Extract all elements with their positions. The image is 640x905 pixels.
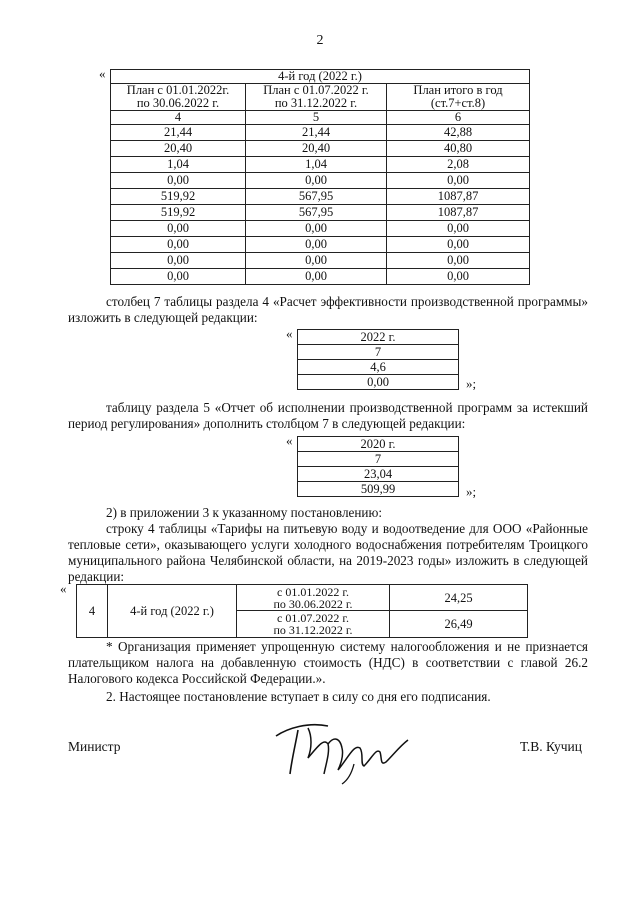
table-cell-value: 24,25: [390, 585, 528, 611]
table-cell: 0,00: [111, 237, 246, 253]
table-cell: 20,40: [246, 141, 387, 157]
table-cell: 0,00: [246, 269, 387, 285]
table-report-2020: [297, 436, 459, 497]
table-cell: 1087,87: [387, 205, 530, 221]
table-cell: 567,95: [246, 189, 387, 205]
table-cell: 567,95: [246, 205, 387, 221]
table-cell: 0,00: [387, 237, 530, 253]
open-quote: «: [286, 433, 293, 448]
table-cell: 1,04: [246, 157, 387, 173]
table-cell: 1087,87: [387, 189, 530, 205]
open-quote: «: [60, 581, 67, 596]
table-row: [111, 221, 530, 237]
table-cell: 0,00: [387, 269, 530, 285]
table-efficiency-2022: [297, 329, 459, 390]
handwritten-signature: [268, 708, 418, 786]
table-col-number: 4: [111, 111, 246, 125]
table-cell-period: с 01.01.2022 г. по 30.06.2022 г.: [237, 585, 390, 611]
table-cell: 0,00: [246, 173, 387, 189]
footnote: * Организация применяет упрощенную систему налогообложения и не признается плательщиком налога на добавленную стоимость (НДС) в соответствии с главой 26.2 Налогового кодекса Российской Федерации.».: [68, 639, 588, 686]
table-row: [111, 237, 530, 253]
table-cell: 21,44: [246, 125, 387, 141]
page-number: 2: [316, 33, 324, 48]
table-col-number: 5: [246, 111, 387, 125]
table-cell: 0,00: [111, 173, 246, 189]
table-cell: 1,04: [111, 157, 246, 173]
close-quote: »;: [466, 376, 477, 391]
table-cell: 519,92: [111, 205, 246, 221]
close-quote: »;: [466, 484, 477, 499]
table-tariffs-row4: [76, 584, 528, 638]
paragraph-column7-section4: столбец 7 таблицы раздела 4 «Расчет эффективности производственной программы» изложить в следующей редакции:: [68, 294, 588, 325]
table-cell: 2022 г.: [298, 330, 459, 345]
table-cell: 2020 г.: [298, 437, 459, 452]
table-row: [111, 157, 530, 173]
table-cell: 20,40: [111, 141, 246, 157]
table-col-header: План с 01.01.2022г. по 30.06.2022 г.: [111, 84, 246, 111]
table-cell: 21,44: [111, 125, 246, 141]
table-cell: 7: [298, 345, 459, 360]
table-cell: 0,00: [387, 173, 530, 189]
table-cell: 0,00: [387, 221, 530, 237]
table-cell: 509,99: [298, 482, 459, 497]
table-row: [111, 125, 530, 141]
table-cell: 0,00: [111, 269, 246, 285]
paragraph-section5-report: таблицу раздела 5 «Отчет об исполнении производственной программ за истекший период регулирования» дополнить столбцом 7 в следующей редакции:: [68, 400, 588, 431]
table-cell: 0,00: [111, 253, 246, 269]
table-cell: 0,00: [111, 221, 246, 237]
table-cell: 7: [298, 452, 459, 467]
table-cell: 0,00: [387, 253, 530, 269]
table-col-number: 6: [387, 111, 530, 125]
table-row: [111, 269, 530, 285]
table-cell: 0,00: [246, 253, 387, 269]
table-cell: 40,80: [387, 141, 530, 157]
paragraph-row4-tariffs: строку 4 таблицы «Тарифы на питьевую воду и водоотведение для ООО «Районные тепловые сети», оказывающего услуги холодного водоснабжения потребителям Троицкого муниципального района Челябинской области, на 2019-2023 годы» изложить в следующей редакции:: [68, 521, 588, 584]
signer-name: Т.В. Кучиц: [520, 739, 583, 754]
table-cell-number: 4: [77, 585, 108, 638]
paragraph-effective-date: 2. Настоящее постановление вступает в силу со дня его подписания.: [106, 689, 491, 704]
paragraph-appendix3: 2) в приложении 3 к указанному постановлению:: [106, 505, 383, 520]
table-cell-year: 4-й год (2022 г.): [108, 585, 237, 638]
table-col-header: План итого в год (ст.7+ст.8): [387, 84, 530, 111]
table-production-plan: [110, 69, 530, 285]
table-row: [111, 205, 530, 221]
signer-title: Министр: [68, 739, 121, 754]
table-row: [111, 189, 530, 205]
table-row: [111, 141, 530, 157]
table-cell: 0,00: [246, 237, 387, 253]
table-cell: 2,08: [387, 157, 530, 173]
table-cell: 42,88: [387, 125, 530, 141]
table-row: [111, 173, 530, 189]
table-cell: 0,00: [246, 221, 387, 237]
table-cell: 23,04: [298, 467, 459, 482]
open-quote: «: [286, 326, 293, 341]
table-col-header: План с 01.07.2022 г. по 31.12.2022 г.: [246, 84, 387, 111]
table-cell-value: 26,49: [390, 611, 528, 638]
table-cell: 4,6: [298, 360, 459, 375]
table-cell: 0,00: [298, 375, 459, 390]
open-quote: «: [99, 66, 106, 81]
table-cell-period: с 01.07.2022 г. по 31.12.2022 г.: [237, 611, 390, 638]
table-group-header: 4-й год (2022 г.): [111, 70, 530, 84]
table-cell: 519,92: [111, 189, 246, 205]
table-row: [111, 253, 530, 269]
